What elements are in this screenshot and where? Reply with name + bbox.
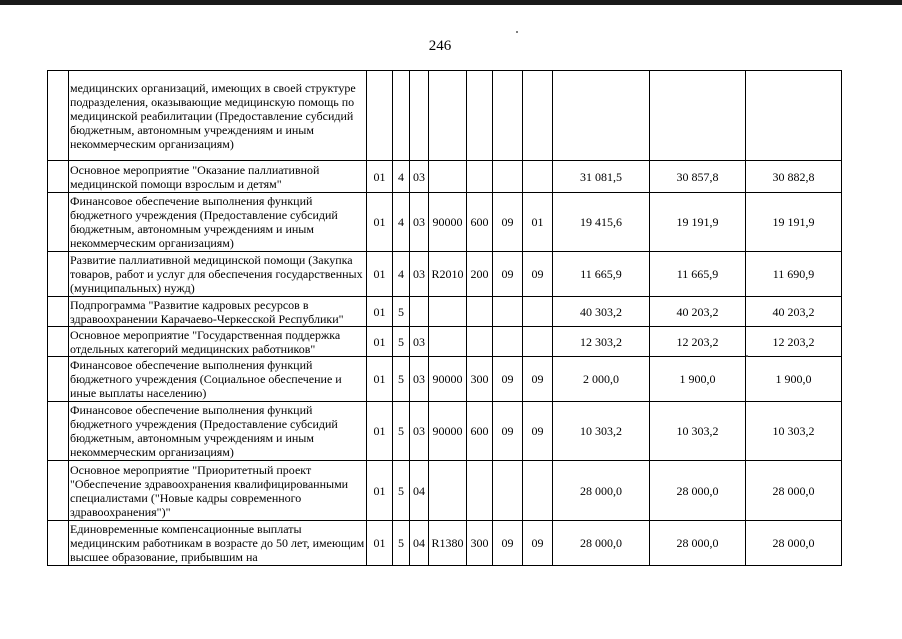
cell-name: Основное мероприятие "Приоритетный проект "Обеспечение здравоохранения квалифицированными специалистами ("Новые кадры современного здравоохранения")" bbox=[69, 461, 367, 521]
cell-om: 04 bbox=[410, 461, 429, 521]
table-row bbox=[48, 71, 842, 161]
cell-y3: 11 690,9 bbox=[746, 252, 842, 297]
cell-y2 bbox=[650, 71, 746, 161]
cell-gp: 01 bbox=[367, 161, 393, 193]
cell-y1: 40 303,2 bbox=[553, 297, 650, 327]
left-margin-cell bbox=[48, 461, 69, 521]
cell-y2: 12 203,2 bbox=[650, 327, 746, 357]
cell-prz bbox=[523, 461, 553, 521]
scan-top-edge bbox=[0, 0, 902, 5]
left-margin-cell bbox=[48, 252, 69, 297]
cell-prz bbox=[523, 297, 553, 327]
cell-y1: 2 000,0 bbox=[553, 357, 650, 402]
table-row bbox=[48, 402, 842, 461]
cell-gp: 01 bbox=[367, 252, 393, 297]
cell-dir: 90000 bbox=[429, 402, 467, 461]
cell-y2: 10 303,2 bbox=[650, 402, 746, 461]
cell-gp: 01 bbox=[367, 327, 393, 357]
cell-y3: 40 203,2 bbox=[746, 297, 842, 327]
table-row bbox=[48, 521, 842, 566]
cell-vr bbox=[467, 461, 493, 521]
cell-y1: 12 303,2 bbox=[553, 327, 650, 357]
cell-prz bbox=[523, 161, 553, 193]
cell-pp bbox=[393, 71, 410, 161]
left-margin-cell bbox=[48, 521, 69, 566]
table-row bbox=[48, 327, 842, 357]
cell-y2: 19 191,9 bbox=[650, 193, 746, 252]
cell-y1 bbox=[553, 71, 650, 161]
cell-y2: 40 203,2 bbox=[650, 297, 746, 327]
cell-y3: 12 203,2 bbox=[746, 327, 842, 357]
cell-vr: 600 bbox=[467, 402, 493, 461]
left-margin-cell bbox=[48, 297, 69, 327]
cell-gp: 01 bbox=[367, 357, 393, 402]
cell-name: медицинских организаций, имеющих в своей структуре подразделения, оказывающие медицинскую помощь по медицинской реабилитации (Предоставление субсидий бюджетным, автономным учреждениям и иным некоммерческим организациям) bbox=[69, 71, 367, 161]
left-margin-cell bbox=[48, 357, 69, 402]
cell-prz: 01 bbox=[523, 193, 553, 252]
cell-vr: 300 bbox=[467, 521, 493, 566]
cell-prz: 09 bbox=[523, 252, 553, 297]
cell-vr bbox=[467, 71, 493, 161]
cell-rz bbox=[493, 161, 523, 193]
cell-rz: 09 bbox=[493, 193, 523, 252]
cell-y3: 19 191,9 bbox=[746, 193, 842, 252]
cell-y1: 19 415,6 bbox=[553, 193, 650, 252]
cell-om: 03 bbox=[410, 402, 429, 461]
cell-name: Единовременные компенсационные выплаты медицинским работникам в возрасте до 50 лет, имеющим высшее образование, прибывшим на bbox=[69, 521, 367, 566]
table-row bbox=[48, 193, 842, 252]
cell-y1: 11 665,9 bbox=[553, 252, 650, 297]
cell-rz bbox=[493, 71, 523, 161]
cell-pp: 5 bbox=[393, 461, 410, 521]
cell-om: 03 bbox=[410, 252, 429, 297]
cell-y1: 10 303,2 bbox=[553, 402, 650, 461]
cell-gp bbox=[367, 71, 393, 161]
cell-pp: 5 bbox=[393, 297, 410, 327]
cell-om: 03 bbox=[410, 357, 429, 402]
cell-rz: 09 bbox=[493, 357, 523, 402]
cell-rz: 09 bbox=[493, 521, 523, 566]
cell-om: 03 bbox=[410, 327, 429, 357]
cell-rz bbox=[493, 461, 523, 521]
left-margin-cell bbox=[48, 193, 69, 252]
cell-vr: 600 bbox=[467, 193, 493, 252]
cell-name: Подпрограмма "Развитие кадровых ресурсов в здравоохранении Карачаево-Черкесской Республики" bbox=[69, 297, 367, 327]
cell-rz bbox=[493, 327, 523, 357]
cell-y2: 28 000,0 bbox=[650, 521, 746, 566]
cell-name: Развитие паллиативной медицинской помощи (Закупка товаров, работ и услуг для обеспечения государственных (муниципальных) нужд) bbox=[69, 252, 367, 297]
cell-rz: 09 bbox=[493, 252, 523, 297]
cell-dir: R2010 bbox=[429, 252, 467, 297]
cell-prz: 09 bbox=[523, 357, 553, 402]
table-row bbox=[48, 161, 842, 193]
cell-y3: 1 900,0 bbox=[746, 357, 842, 402]
cell-pp: 4 bbox=[393, 252, 410, 297]
left-margin-cell bbox=[48, 402, 69, 461]
left-margin-cell bbox=[48, 71, 69, 161]
cell-vr: 300 bbox=[467, 357, 493, 402]
table-row bbox=[48, 297, 842, 327]
cell-y2: 30 857,8 bbox=[650, 161, 746, 193]
cell-name: Финансовое обеспечение выполнения функций бюджетного учреждения (Предоставление субсидий бюджетным, автономным учреждениям и иным некоммерческим организациям) bbox=[69, 193, 367, 252]
cell-om: 03 bbox=[410, 161, 429, 193]
cell-gp: 01 bbox=[367, 297, 393, 327]
cell-y1: 28 000,0 bbox=[553, 461, 650, 521]
cell-gp: 01 bbox=[367, 461, 393, 521]
cell-vr bbox=[467, 327, 493, 357]
cell-dir bbox=[429, 327, 467, 357]
cell-gp: 01 bbox=[367, 521, 393, 566]
cell-dir: R1380 bbox=[429, 521, 467, 566]
cell-y2: 11 665,9 bbox=[650, 252, 746, 297]
left-margin-cell bbox=[48, 161, 69, 193]
cell-y3: 10 303,2 bbox=[746, 402, 842, 461]
cell-dir bbox=[429, 71, 467, 161]
cell-rz bbox=[493, 297, 523, 327]
cell-pp: 5 bbox=[393, 521, 410, 566]
left-margin-cell bbox=[48, 327, 69, 357]
cell-vr bbox=[467, 161, 493, 193]
cell-om: 04 bbox=[410, 521, 429, 566]
cell-pp: 5 bbox=[393, 402, 410, 461]
page-number: 246 bbox=[428, 38, 452, 54]
cell-gp: 01 bbox=[367, 193, 393, 252]
cell-pp: 4 bbox=[393, 193, 410, 252]
cell-dir: 90000 bbox=[429, 357, 467, 402]
cell-y2: 1 900,0 bbox=[650, 357, 746, 402]
cell-prz: 09 bbox=[523, 521, 553, 566]
cell-y2: 28 000,0 bbox=[650, 461, 746, 521]
cell-y3 bbox=[746, 71, 842, 161]
cell-pp: 4 bbox=[393, 161, 410, 193]
cell-dir: 90000 bbox=[429, 193, 467, 252]
cell-vr bbox=[467, 297, 493, 327]
cell-dir bbox=[429, 461, 467, 521]
cell-prz bbox=[523, 327, 553, 357]
cell-name: Финансовое обеспечение выполнения функций бюджетного учреждения (Социальное обеспечение и иные выплаты населению) bbox=[69, 357, 367, 402]
budget-table bbox=[47, 70, 842, 566]
cell-prz bbox=[523, 71, 553, 161]
scan-speck bbox=[746, 355, 748, 357]
cell-y1: 28 000,0 bbox=[553, 521, 650, 566]
table-row bbox=[48, 357, 842, 402]
cell-rz: 09 bbox=[493, 402, 523, 461]
table-row bbox=[48, 252, 842, 297]
cell-dir bbox=[429, 297, 467, 327]
cell-prz: 09 bbox=[523, 402, 553, 461]
cell-name: Финансовое обеспечение выполнения функций бюджетного учреждения (Предоставление субсидий бюджетным, автономным учреждениям и иным некоммерческим организациям) bbox=[69, 402, 367, 461]
cell-om bbox=[410, 71, 429, 161]
cell-y3: 28 000,0 bbox=[746, 461, 842, 521]
cell-vr: 200 bbox=[467, 252, 493, 297]
cell-pp: 5 bbox=[393, 357, 410, 402]
table-row bbox=[48, 461, 842, 521]
cell-name: Основное мероприятие "Оказание паллиативной медицинской помощи взрослым и детям" bbox=[69, 161, 367, 193]
scan-speck bbox=[516, 31, 518, 33]
cell-y1: 31 081,5 bbox=[553, 161, 650, 193]
cell-om bbox=[410, 297, 429, 327]
cell-name: Основное мероприятие "Государственная поддержка отдельных категорий медицинских работников" bbox=[69, 327, 367, 357]
cell-gp: 01 bbox=[367, 402, 393, 461]
cell-dir bbox=[429, 161, 467, 193]
cell-pp: 5 bbox=[393, 327, 410, 357]
cell-om: 03 bbox=[410, 193, 429, 252]
cell-y3: 30 882,8 bbox=[746, 161, 842, 193]
cell-y3: 28 000,0 bbox=[746, 521, 842, 566]
